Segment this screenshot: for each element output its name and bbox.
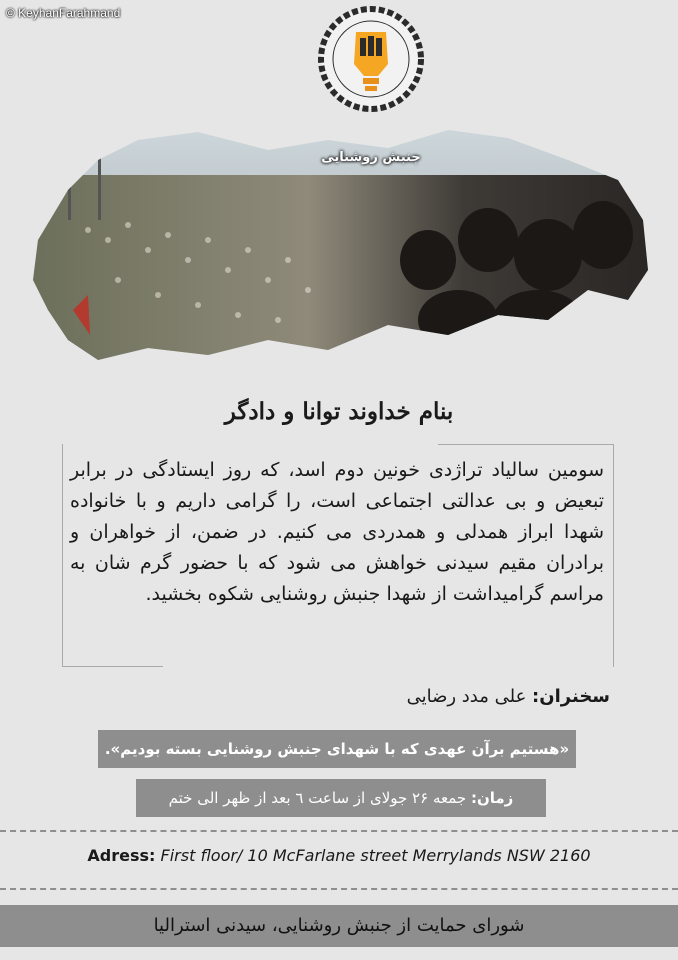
time-banner	[136, 779, 546, 817]
copyright-watermark: © KeyhanFarahmand	[6, 6, 121, 20]
time-label: زمان:	[470, 789, 514, 807]
speakers-line	[407, 686, 610, 707]
dashed-divider-bottom	[0, 888, 678, 890]
speakers-label: سخنران:	[532, 686, 610, 707]
organization-logo	[316, 4, 426, 114]
address-value: First floor/ 10 McFarlane street Merrylands NSW 2160	[160, 846, 591, 865]
footer-banner: شورای حمایت از جنبش روشنایی، سیدنی استرالیا	[0, 905, 678, 947]
dashed-divider-top	[0, 830, 678, 832]
body-paragraph: سومین سالیاد تراژدی خونین دوم اسد، که روز ایستادگی در برابر تبعیض و بی عدالتی اجتماعی است، را گرامی داریم و با خانواده شهدا ابراز همدلی و همدردی می کنیم. در ضمن، از خواهران و برادران مقیم سیدنی خواهش می شود که با حضور گرم شان به مراسم گرامیداشت از شهدا جنبش روشنایی شکوه بخشید.	[70, 459, 604, 605]
quote-banner: «هستیم برآن عهدی که با شهدای جنبش روشنایی بسته بودیم».	[98, 730, 576, 768]
page-heading: بنام خداوند توانا و دادگر	[224, 398, 454, 425]
speakers-value: علی مدد رضایی	[406, 686, 527, 707]
address-label: Adress:	[87, 846, 156, 865]
address-line	[0, 846, 678, 865]
time-value: جمعه ۲۶ جولای از ساعت ٦ بعد از ظهر الی ختم	[168, 789, 467, 807]
logo-caption: جنبش روشنایی	[321, 150, 421, 165]
